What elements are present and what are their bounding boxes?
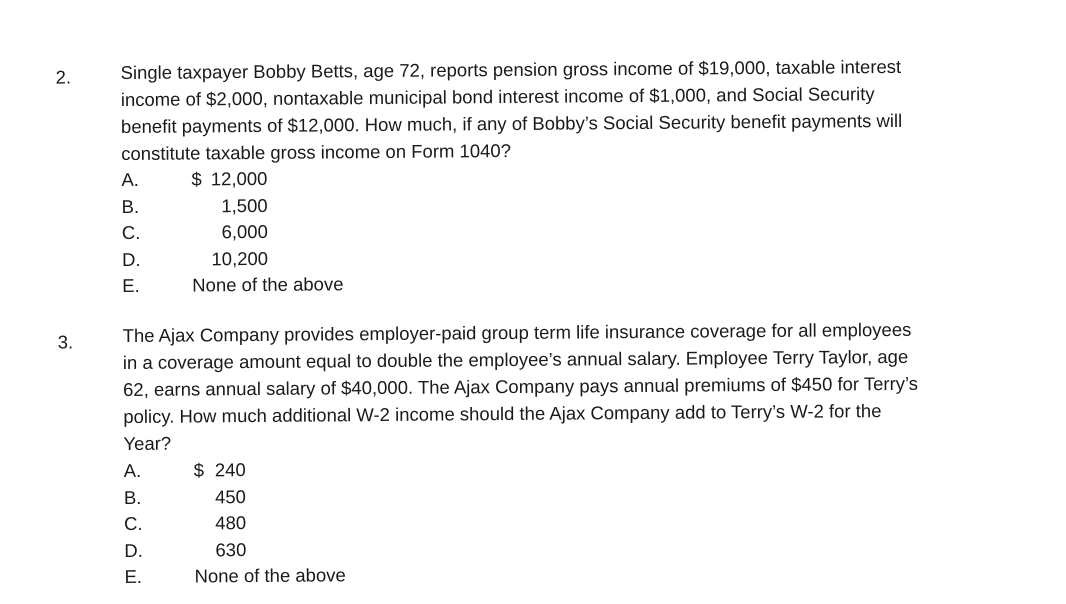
currency-symbol: $ (193, 459, 205, 481)
question-number: 2. (55, 66, 72, 88)
choice-amount: None of the above (192, 273, 344, 296)
question-text (123, 315, 984, 457)
question-2 (0, 52, 1066, 297)
choice-amount: 450 (214, 485, 246, 507)
choice-amount: 480 (215, 512, 247, 534)
answer-choices (124, 455, 525, 591)
question-line: Single taxpayer Bobby Betts, age 72, reports pension gross income of $19,000, taxable interest (120, 55, 902, 84)
question-line: policy. How much additional W-2 income should the Ajax Company add to Terry’s W-2 for the (123, 400, 882, 428)
choice-e (124, 561, 524, 591)
amount-value: 12,000 (210, 167, 268, 190)
amount-value: 240 (214, 459, 246, 481)
choice-letter: E. (122, 274, 140, 297)
choice-letter: D. (124, 539, 143, 561)
choice-letter: B. (123, 486, 142, 508)
question-3 (3, 315, 1066, 588)
question-line: income of $2,000, nontaxable municipal bond interest income of $1,000, and Social Security (120, 83, 875, 111)
choice-amount: 630 (215, 538, 247, 560)
answer-choices (121, 164, 522, 300)
question-line: benefit payments of $12,000. How much, if any of Bobby’s Social Security benefit payments will (120, 109, 903, 138)
question-line: constitute taxable gross income on Form 1040? (121, 139, 512, 165)
choice-c (122, 217, 522, 247)
choice-e (122, 270, 522, 300)
choice-amount (191, 166, 268, 190)
choice-letter: B. (121, 195, 140, 217)
choice-d (124, 534, 524, 564)
question-line: Year? (123, 432, 172, 455)
choice-letter: C. (121, 221, 141, 244)
choice-b (124, 481, 524, 511)
choice-a (121, 164, 521, 194)
choice-d (122, 243, 522, 273)
choice-amount: 10,200 (211, 247, 269, 269)
choice-b (122, 190, 522, 220)
choice-amount: 1,500 (221, 194, 268, 216)
choice-c (124, 508, 524, 538)
choice-amount: None of the above (194, 564, 346, 587)
choice-a (124, 455, 524, 485)
choice-letter: E. (124, 565, 143, 588)
choice-letter: A. (123, 459, 142, 482)
question-line: in a coverage amount equal to double the employee’s annual salary. Employee Terry Taylor, age (122, 345, 909, 374)
choice-letter: C. (124, 512, 143, 535)
question-line: The Ajax Company provides employer-paid group term life insurance coverage for all employees (122, 318, 912, 347)
question-line: 62, earns annual salary of $40,000. The Ajax Company pays annual premiums of $450 for Terry’s (122, 372, 919, 401)
question-number: 3. (57, 331, 74, 353)
choice-amount: 6,000 (221, 220, 268, 243)
currency-symbol: $ (191, 168, 202, 190)
question-text (120, 52, 981, 167)
choice-letter: A. (121, 168, 139, 191)
choice-letter: D. (121, 248, 141, 270)
